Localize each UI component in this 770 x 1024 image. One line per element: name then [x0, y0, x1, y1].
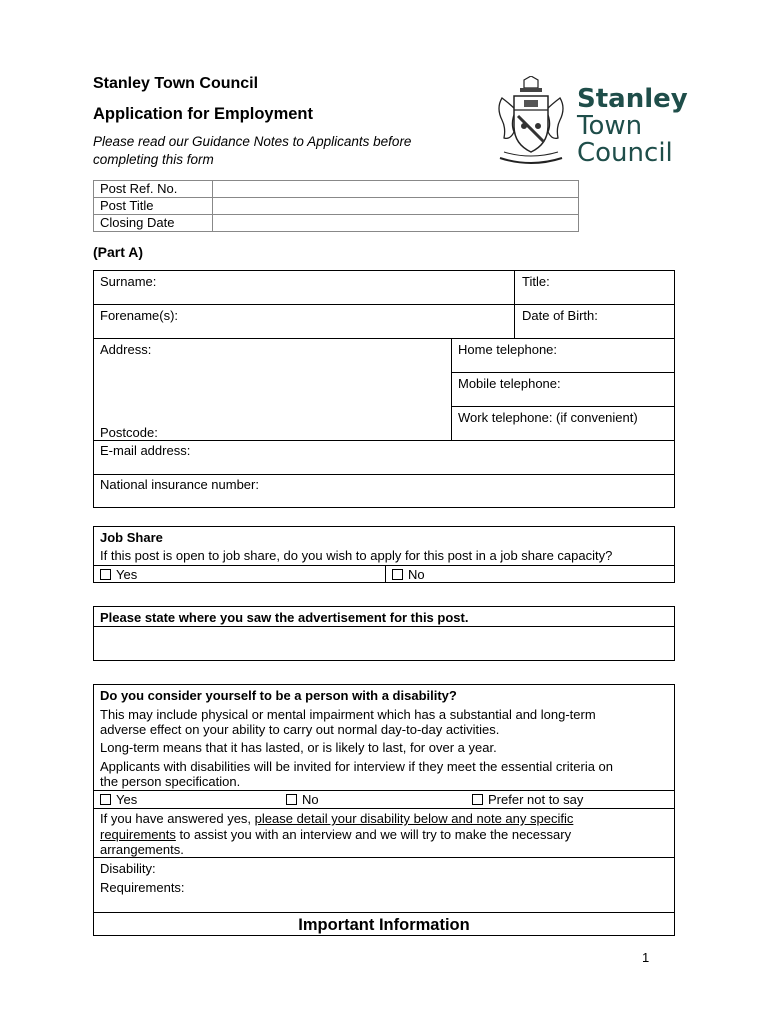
disability-text-3a: Applicants with disabilities will be invited for interview if they meet the essential criteria on — [100, 759, 614, 774]
disability-heading: Do you consider yourself to be a person with a disability? — [100, 688, 457, 703]
disability-text-3b: the person specification. — [100, 774, 241, 789]
page-title: Application for Employment — [93, 105, 314, 123]
closing-date-label: Closing Date — [94, 215, 213, 232]
logo-text-council: Council — [577, 138, 673, 168]
requirements-field[interactable]: Requirements: — [100, 880, 185, 895]
disability-field[interactable]: Disability: — [100, 861, 156, 876]
post-title-label: Post Title — [94, 198, 213, 215]
disability-yes-option[interactable]: Yes — [100, 792, 137, 807]
dob-field[interactable]: Date of Birth: — [522, 308, 598, 323]
disability-detail-line2: requirements to assist you with an interview and we will try to make the necessary — [100, 827, 572, 842]
page-number: 1 — [642, 950, 650, 965]
org-name: Stanley Town Council — [93, 75, 259, 92]
home-telephone-field[interactable]: Home telephone: — [458, 342, 558, 357]
disability-detail-line1: If you have answered yes, please detail your disability below and note any specific — [100, 811, 574, 826]
logo-text-stanley: Stanley — [577, 84, 688, 114]
post-title-field[interactable] — [213, 198, 579, 215]
guidance-note-line2: completing this form — [93, 152, 214, 167]
checkbox-icon — [100, 569, 111, 580]
checkbox-icon — [286, 794, 297, 805]
email-field[interactable]: E-mail address: — [100, 443, 191, 458]
disability-prefer-not-option[interactable]: Prefer not to say — [472, 792, 583, 807]
mobile-telephone-field[interactable]: Mobile telephone: — [458, 376, 561, 391]
surname-field[interactable]: Surname: — [100, 274, 157, 289]
guidance-note-line1: Please read our Guidance Notes to Applicants before — [93, 134, 412, 149]
personal-details-form — [93, 270, 675, 508]
important-information-heading: Important Information — [298, 916, 470, 934]
address-field[interactable]: Address: — [100, 342, 152, 357]
checkbox-icon — [392, 569, 403, 580]
part-a-heading: (Part A) — [93, 244, 144, 260]
post-ref-field[interactable] — [213, 181, 579, 198]
job-share-question: If this post is open to job share, do you wish to apply for this post in a job share capacity? — [100, 548, 613, 563]
job-share-no-option[interactable]: No — [392, 567, 425, 582]
job-share-yes-option[interactable]: Yes — [100, 567, 137, 582]
advert-source-field[interactable] — [94, 627, 674, 660]
council-crest-icon — [494, 76, 568, 168]
disability-detail-line3: arrangements. — [100, 842, 184, 857]
advert-heading: Please state where you saw the advertisement for this post. — [100, 610, 469, 625]
closing-date-field[interactable] — [213, 215, 579, 232]
disability-text-1b: adverse effect on your ability to carry out normal day-to-day activities. — [100, 722, 500, 737]
checkbox-icon — [100, 794, 111, 805]
logo-text-town: Town — [577, 111, 643, 141]
forenames-field[interactable]: Forename(s): — [100, 308, 179, 323]
job-share-heading: Job Share — [100, 530, 163, 545]
disability-text-2: Long-term means that it has lasted, or is likely to last, for over a year. — [100, 740, 497, 755]
post-details-table — [93, 180, 579, 232]
post-ref-label: Post Ref. No. — [94, 181, 213, 198]
disability-no-option[interactable]: No — [286, 792, 319, 807]
postcode-field[interactable]: Postcode: — [100, 425, 158, 440]
checkbox-icon — [472, 794, 483, 805]
work-telephone-field[interactable]: Work telephone: (if convenient) — [458, 410, 638, 425]
disability-text-1a: This may include physical or mental impairment which has a substantial and long-term — [100, 707, 596, 722]
ni-number-field[interactable]: National insurance number: — [100, 477, 259, 492]
title-field[interactable]: Title: — [522, 274, 550, 289]
